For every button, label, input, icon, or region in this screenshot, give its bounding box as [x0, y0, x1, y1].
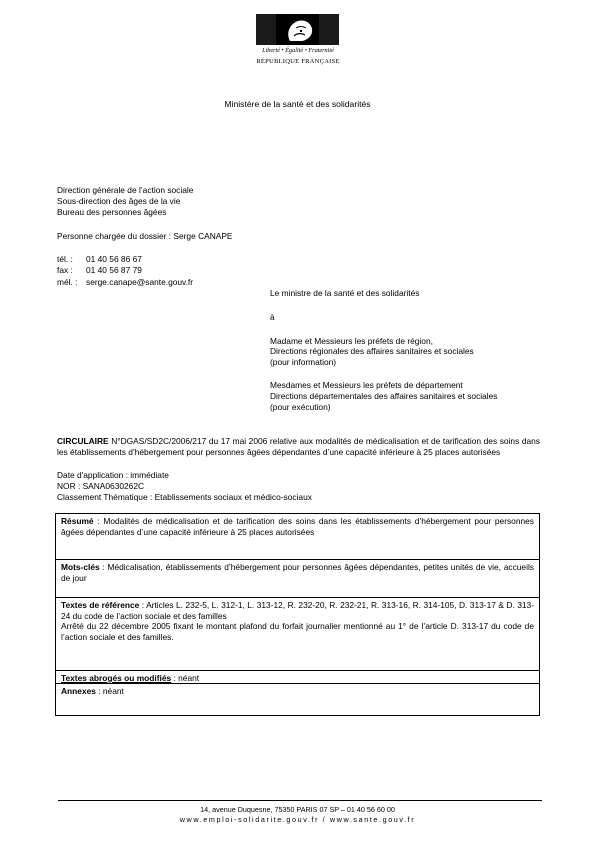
tel-value: 01 40 56 86 67	[86, 254, 142, 264]
recipient-group1-line3: (pour information)	[270, 357, 337, 367]
mel-label: mél. :	[57, 277, 78, 287]
keywords-label: Mots-clés	[61, 562, 100, 572]
recipient-group2-line2: Directions départementales des affaires sanitaires et sociales	[270, 391, 498, 401]
thematic-classification: Classement Thématique : Etablissements sociaux et médico-sociaux	[57, 492, 312, 502]
resume-text: : Modalités de médicalisation et de tarification des soins dans les établissements d’hébergement pour personnes âgées dépendantes d’une capacité inférieure à 25 places autorisées	[61, 516, 534, 537]
annexes-label: Annexes	[61, 686, 96, 696]
contact-person: Personne chargée du dossier : Serge CANAPE	[57, 231, 233, 241]
repealed-texts-row	[56, 671, 539, 684]
arrete-text: Arrêté du 22 décembre 2005 fixant le montant plafond du forfait journalier mentionné au 1° de l’article D. 313-17 du code de l’action sociale et des familles.	[61, 621, 534, 642]
nor-code: NOR : SANA0630262C	[57, 481, 145, 491]
keywords-text: : Médicalisation, établissements d’hébergement pour personnes âgées dépendantes, petites unités de vie, accueils de jour	[61, 562, 534, 583]
recipient-group2-line3: (pour exécution)	[270, 402, 331, 412]
summary-box	[55, 513, 540, 716]
to-word: à	[270, 312, 275, 322]
circular-label: CIRCULAIRE	[57, 436, 109, 446]
sender-bureau: Bureau des personnes âgées	[57, 207, 167, 217]
repealed-text: : néant	[171, 673, 200, 683]
fax-label: fax :	[57, 265, 73, 275]
fax-value: 01 40 56 87 79	[86, 265, 142, 275]
summary-row	[56, 514, 539, 560]
annexes-text: : néant	[95, 686, 124, 696]
annexes-row	[56, 684, 539, 715]
mel-value: serge.canape@sante.gouv.fr	[86, 277, 194, 287]
circular-reference	[57, 436, 540, 457]
references-row	[56, 598, 539, 671]
recipient-group1-line1: Madame et Messieurs les préfets de région,	[270, 336, 433, 346]
references-label: Textes de référence	[61, 600, 140, 610]
marianne-emblem-icon	[256, 14, 339, 45]
from-minister: Le ministre de la santé et des solidarités	[270, 288, 420, 298]
footer-divider	[58, 800, 542, 801]
recipient-group2-line1: Mesdames et Messieurs les préfets de département	[270, 380, 463, 390]
resume-label: Résumé	[61, 516, 94, 526]
footer-websites: www.emploi-solidarite.gouv.fr / www.sante.gouv.fr	[179, 815, 416, 824]
repealed-label: Textes abrogés ou modifiés	[61, 673, 172, 683]
circular-text: N°DGAS/SD2C/2006/217 du 17 mai 2006 relative aux modalités de médicalisation et de tarification des soins dans les établissements d’hébergement pour personnes âgées dépendantes d’une capacité inférieure à 25 places autorisées	[57, 436, 540, 457]
keywords-row	[56, 560, 539, 598]
sender-subdirection: Sous-direction des âges de la vie	[57, 196, 181, 206]
republic-name: RÉPUBLIQUE FRANÇAISE	[256, 58, 340, 65]
sender-direction: Direction générale de l’action sociale	[57, 185, 194, 195]
marianne-logo	[256, 14, 339, 45]
footer-address: 14, avenue Duquesne, 75350 PARIS 07 SP – 01 40 56 60 00	[200, 805, 395, 814]
application-date: Date d'application : immédiate	[57, 470, 169, 480]
tel-label: tél. :	[57, 254, 73, 264]
recipient-group1-line2: Directions régionales des affaires sanitaires et sociales	[270, 346, 474, 356]
references-text: : Articles L. 232-5, L. 312-1, L. 313-12, R. 232-20, R. 232-21, R. 313-16, R. 314-105, D. 313-17 & D. 313-24 du code de l’action sociale et des familles	[61, 600, 534, 621]
republic-motto: Liberté • Égalité • Fraternité	[262, 47, 334, 54]
ministry-title: Ministère de la santé et des solidarités	[224, 99, 371, 109]
